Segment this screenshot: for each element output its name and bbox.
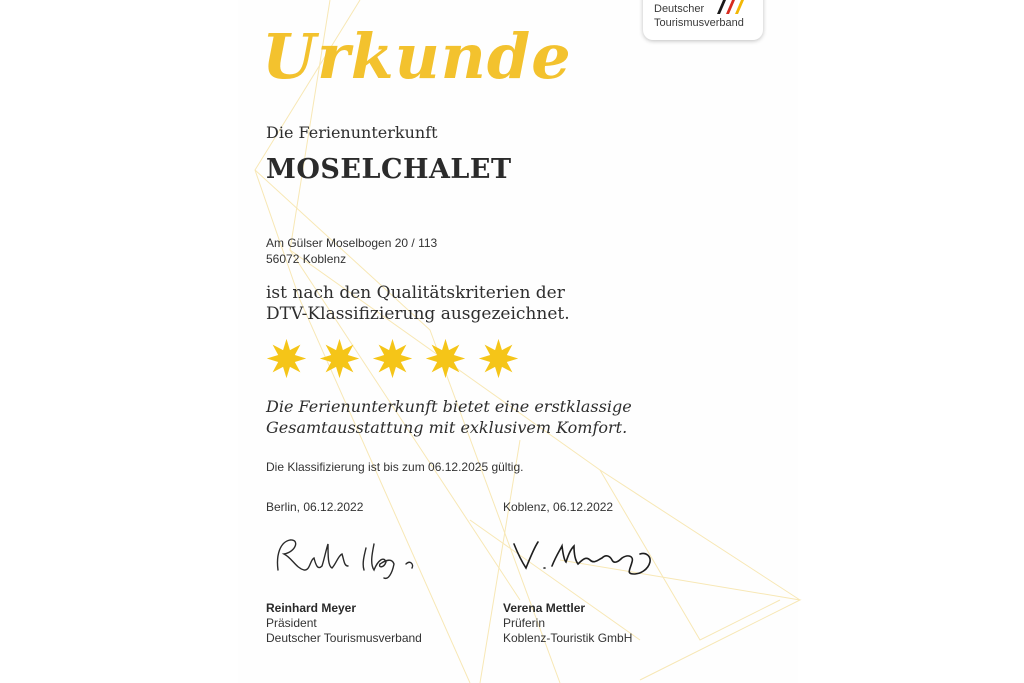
certificate-title: Urkunde [262,20,572,93]
signer-name-left: Reinhard Meyer [266,601,357,615]
signer-role-left: Präsident [266,616,317,630]
criteria-text [266,283,706,325]
claim-text [266,396,706,438]
signer-block-left [266,601,496,646]
signer-org-right: Koblenz-Touristik GmbH [503,631,633,645]
claim-line2: Gesamtausstattung mit exklusivem Komfort. [266,418,628,437]
star-icon [478,338,519,379]
badge-line1: Deutscher [654,3,705,15]
signer-name-right: Verena Mettler [503,601,586,615]
signer-org-left: Deutscher Tourismusverband [266,631,422,645]
star-icon [266,338,307,379]
address-line2: 56072 Koblenz [266,252,347,266]
star-icon [425,338,466,379]
place-date-left: Berlin, 06.12.2022 [266,500,364,514]
signature-verena-mettler [508,530,683,584]
intro-text: Die Ferienunterkunft [266,123,438,142]
criteria-line1: ist nach den Qualitätskriterien der [266,283,565,303]
badge-line2: Tourismusverband [654,17,744,29]
place-date-right: Koblenz, 06.12.2022 [503,500,614,514]
star-icon [319,338,360,379]
property-address [266,235,437,267]
validity-text: Die Klassifizierung ist bis zum 06.12.2025 gültig. [266,460,524,474]
criteria-line2: DTV-Klassifizierung ausgezeichnet. [266,304,570,324]
star-rating [266,338,519,379]
star-icon [372,338,413,379]
dtv-badge [643,0,763,40]
signature-reinhard-meyer [266,530,441,584]
signer-block-right [503,601,733,646]
dtv-flag-logo-icon [714,0,750,14]
address-line1: Am Gülser Moselbogen 20 / 113 [266,236,438,250]
property-name: MOSELCHALET [266,154,512,185]
signer-role-right: Prüferin [503,616,546,630]
claim-line1: Die Ferienunterkunft bietet eine erstklassige [266,397,632,416]
